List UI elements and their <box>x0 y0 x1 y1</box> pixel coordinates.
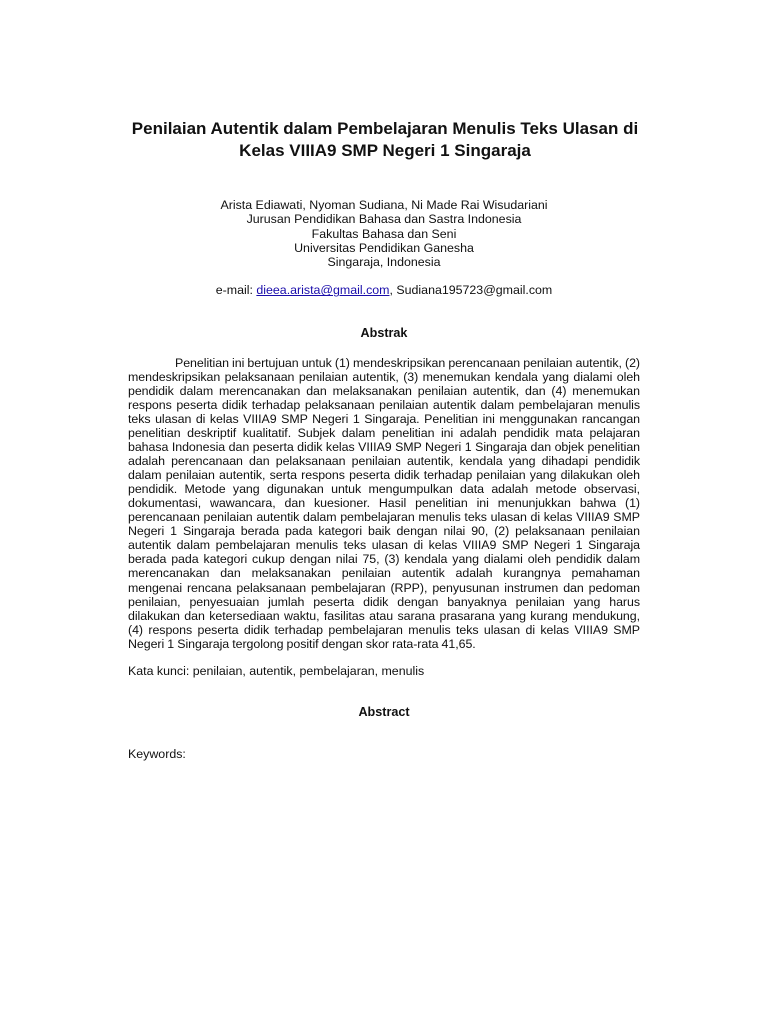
email-second: Sudiana195723@gmail.com <box>396 283 553 298</box>
abstrak-heading: Abstrak <box>360 325 408 340</box>
email-line <box>128 283 640 297</box>
affiliation-location: Singaraja, Indonesia <box>327 255 441 270</box>
author-block <box>128 198 640 269</box>
author-names: Arista Ediawati, Nyoman Sudiana, Ni Made Rai Wisudariani <box>220 198 548 212</box>
affiliation-faculty: Fakultas Bahasa dan Seni <box>311 226 457 241</box>
paper-page <box>128 118 640 774</box>
keywords-label: Keywords: <box>128 747 186 762</box>
email-separator: , <box>389 283 397 298</box>
email-link[interactable]: dieea.arista@gmail.com <box>256 283 390 298</box>
affiliation-university: Universitas Pendidikan Ganesha <box>294 240 474 255</box>
abstract-heading: Abstract <box>358 705 410 720</box>
paper-title: Penilaian Autentik dalam Pembelajaran Menulis Teks Ulasan di Kelas VIIIA9 SMP Negeri 1 Singaraja <box>131 119 639 160</box>
kata-kunci: Kata kunci: penilaian, autentik, pembelajaran, menulis <box>128 663 425 678</box>
email-label: e-mail: <box>215 283 257 298</box>
affiliation-department: Jurusan Pendidikan Bahasa dan Sastra Indonesia <box>246 212 522 227</box>
abstrak-body: Penelitian ini bertujuan untuk (1) mendeskripsikan perencanaan penilaian autentik, (2) mendeskripsikan pelaksanaan penilaian autentik, (3) menemukan kendala yang dialami oleh pendidik dalam merencanakan dan melaksanakan penilaian autentik, dan (4) menemukan respons peserta didik terhadap pelaksanaan penilaian autentik dalam pembelajaran menulis teks ulasan di kelas VIIIA9 SMP Negeri 1 Singaraja. Penelitian ini menggunakan rancangan penelitian deskriptif kualitatif. Subjek dalam penelitian ini adalah pendidik mata pelajaran bahasa Indonesia dan peserta didik kelas VIIIA9 SMP Negeri 1 Singaraja dan objek penelitian adalah perencanaan dan pelaksanaan penilaian autentik, kendala yang dihadapi pendidik dalam penilaian autentik, serta respons peserta didik terhadap penilaian yang dilakukan oleh pendidik. Metode yang digunakan untuk mengumpulkan data adalah metode observasi, dokumentasi, wawancara, dan kuesioner. Hasil penelitian ini menunjukkan bahwa (1) perencanaan penilaian autentik dalam pembelajaran menulis teks ulasan di kelas VIIIA9 SMP Negeri 1 Singaraja berada pada kategori baik dengan nilai 90, (2) pelaksanaan penilaian autentik dalam pembelajaran menulis teks ulasan di kelas VIIIA9 SMP Negeri 1 Singaraja berada pada kategori cukup dengan nilai 75, (3) kendala yang dialami oleh pendidik dalam merencanakan dan melaksanakan penilaian autentik adalah kurangnya pemahaman mengenai rencana pelaksanaan pembelajaran (RPP), penyusunan instrumen dan pedoman penilaian, penyesuaian jumlah peserta didik dengan banyaknya penilaian yang harus dilakukan dan ketersediaan waktu, fasilitas atau sarana prasarana yang kurang mendukung, (4) respons peserta didik terhadap pembelajaran menulis teks ulasan di kelas VIIIA9 SMP Negeri 1 Singaraja tergolong positif dengan skor rata-rata 41,65. <box>128 355 640 651</box>
